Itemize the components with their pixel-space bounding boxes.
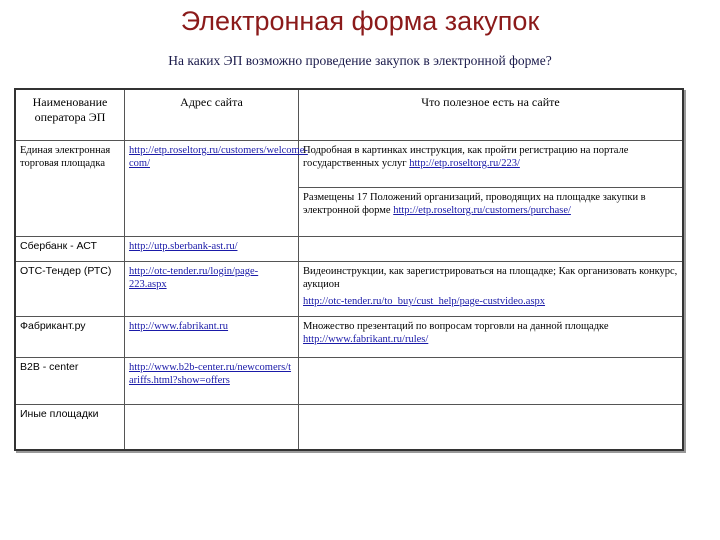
site-link[interactable]: http://www.fabrikant.ru	[129, 321, 229, 332]
useful-text: Размещены 17 Положений организаций, проводящих на площадке закупки в электронной форме	[303, 192, 646, 216]
operator-name: ОТС-Тендер (РТС)	[15, 262, 125, 317]
useful-cell	[299, 237, 684, 262]
operator-name: Сбербанк - АСТ	[15, 237, 125, 262]
table-row	[15, 358, 683, 405]
table-row	[15, 141, 683, 188]
site-link[interactable]: http://www.b2b-center.ru/newcomers/tariffs.html?show=offers	[129, 362, 292, 386]
table-header-row	[15, 89, 683, 141]
column-header-operator: Наименование оператора ЭП	[15, 89, 125, 141]
table-row	[15, 317, 683, 358]
useful-link[interactable]: http://etp.roseltorg.ru/customers/purchase/	[393, 205, 571, 216]
useful-cell	[299, 141, 684, 188]
operator-name: Фабрикант.ру	[15, 317, 125, 358]
table-row	[15, 405, 683, 451]
useful-link[interactable]: http://etp.roseltorg.ru/223/	[409, 158, 520, 169]
page-subtitle: На каких ЭП возможно проведение закупок в электронной форме?	[168, 53, 552, 68]
site-link[interactable]: http://otc-tender.ru/login/page-223.aspx	[129, 266, 259, 290]
operator-name: B2B - center	[15, 358, 125, 405]
useful-cell	[299, 188, 684, 237]
useful-text: Видеоинструкции, как зарегистрироваться на площадке; Как организовать конкурс, аукцион	[303, 266, 678, 290]
useful-link[interactable]: http://www.fabrikant.ru/rules/	[303, 334, 429, 345]
operators-table	[14, 88, 684, 451]
useful-link[interactable]: http://otc-tender.ru/to_buy/cust_help/page-custvideo.aspx	[303, 296, 546, 307]
site-link[interactable]: http://etp.roseltorg.ru/customers/welcome-com/	[129, 145, 308, 169]
site-link-cell	[125, 237, 299, 262]
operator-name: Единая электронная торговая площадка	[15, 141, 125, 237]
site-link-cell	[125, 358, 299, 405]
page-title: Электронная форма закупок	[180, 6, 540, 36]
useful-cell	[299, 358, 684, 405]
column-header-useful: Что полезное есть на сайте	[299, 89, 684, 141]
site-link-cell	[125, 317, 299, 358]
site-link-cell	[125, 405, 299, 451]
useful-text: Множество презентаций по вопросам торговли на данной площадке	[303, 321, 609, 332]
site-link-cell	[125, 262, 299, 317]
table-row	[15, 262, 683, 317]
operator-name: Иные площадки	[15, 405, 125, 451]
table-row	[15, 237, 683, 262]
useful-cell	[299, 405, 684, 451]
site-link-cell	[125, 141, 308, 237]
column-header-site: Адрес сайта	[125, 89, 299, 141]
useful-cell	[299, 262, 684, 317]
site-link[interactable]: http://utp.sberbank-ast.ru/	[129, 241, 238, 252]
useful-cell	[299, 317, 684, 358]
useful-text: Подробная в картинках инструкция, как пройти регистрацию на портале государственных услуг	[303, 145, 629, 169]
